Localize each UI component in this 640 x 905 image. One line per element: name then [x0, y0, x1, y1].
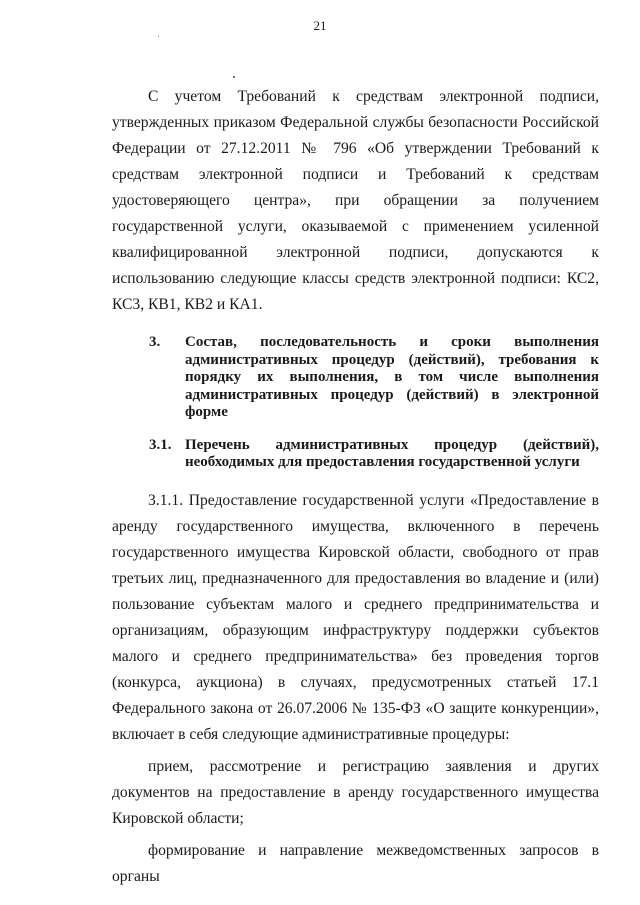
section-3-title: Состав, последовательность и сроки выполнения административных процедур (действий), требования к порядку их выполнения, в том числе выполнения административных процедур (действий) в электронной форме: [185, 334, 599, 420]
section-3-1-heading: [112, 437, 599, 472]
document-body: [112, 84, 599, 890]
section-3-1-number: 3.1.: [149, 436, 172, 453]
procedure-item: прием, рассмотрение и регистрацию заявления и других документов на предоставление в аренду государственного имущества Кировской области;: [112, 757, 599, 827]
page-number: 21: [313, 18, 327, 33]
section-3-1-title: Перечень административных процедур (действий), необходимых для предоставления государственной услуги: [185, 436, 599, 470]
paragraph-signature-requirements: С учетом Требований к средствам электронной подписи, утвержденных приказом Федеральной службы безопасности Российской Федерации от 27.12.2011 № 796 «Об утверждении Требований к средствам электронной подписи и Требований к средствам удостоверяющего центра», при обращении за получением государственной услуги, оказываемой с применением усиленной квалифицированной электронной подписи, допускаются к использованию следующие классы средств электронной подписи: КС2, КС3, КВ1, КВ2 и КА1.: [112, 88, 599, 313]
scan-speck: [158, 36, 159, 37]
paragraph-3-1-1: 3.1.1. Предоставление государственной услуги «Предоставление в аренду государственного имущества, включенного в перечень государственного имущества Кировской области, свободного от прав третьих лиц, предназначенного для предоставления во владение и (или) пользование субъектам малого и среднего предпринимательства и организациям, образующим инфраструктуру поддержки субъектов малого и среднего предпринимательства» без проведения торгов (конкурса, аукциона) в случаях, предусмотренных статьей 17.1 Федерального закона от 26.07.2006 № 135-ФЗ «О защите конкуренции», включает в себя следующие административные процедуры:: [112, 491, 599, 743]
section-3-heading: [112, 334, 599, 422]
scan-speck: [233, 76, 235, 78]
procedure-item: формирование и направление межведомственных запросов в органы: [112, 841, 599, 885]
section-3-number: 3.: [149, 334, 161, 350]
